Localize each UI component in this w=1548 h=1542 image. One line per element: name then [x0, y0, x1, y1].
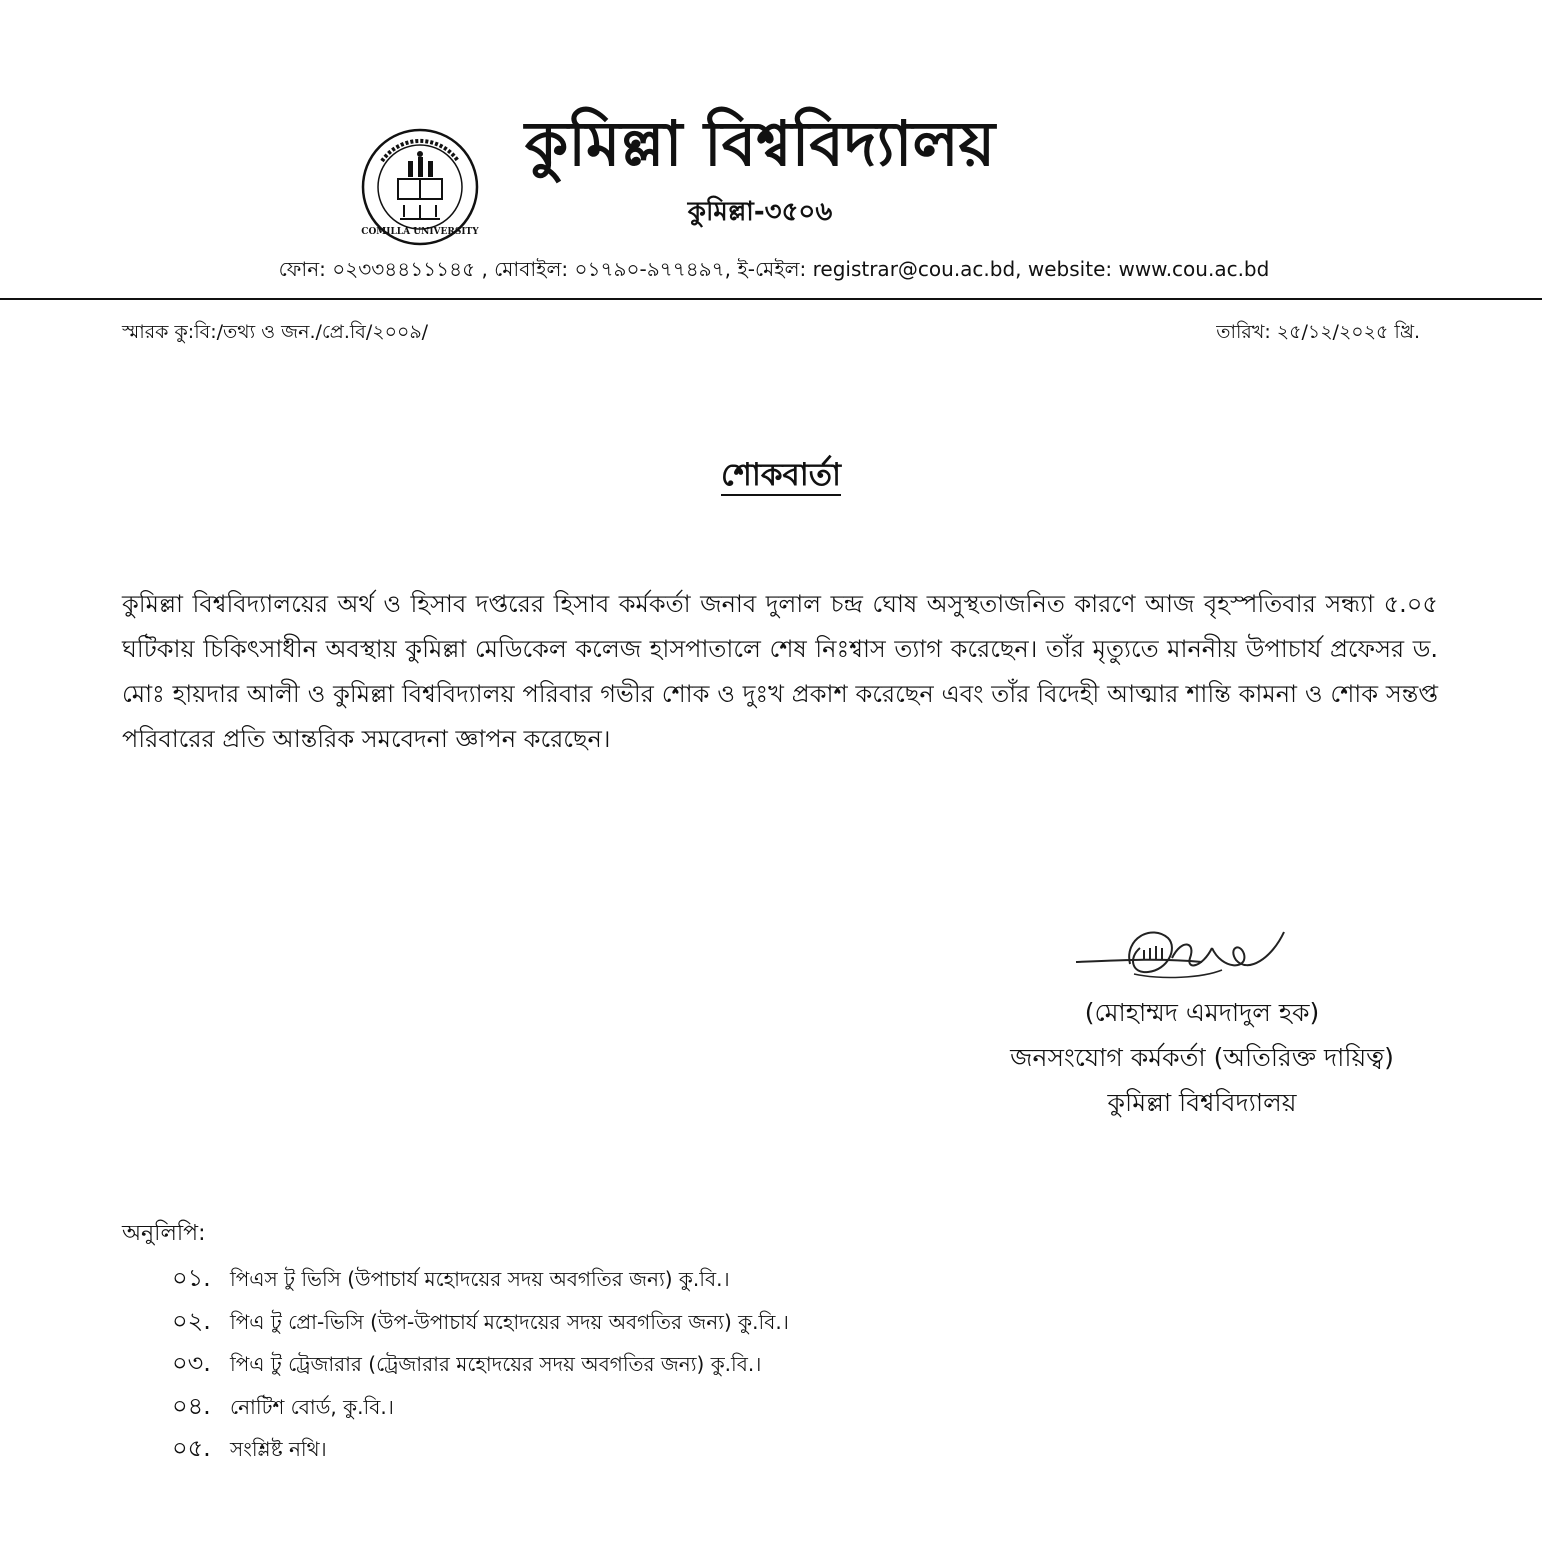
university-name: কুমিল্লা বিশ্ববিদ্যালয়: [524, 107, 996, 180]
list-item-text: পিএ টু প্রো-ভিসি (উপ-উপাচার্য মহোদয়ের সদয় অবগতির জন্য) কু.বি.।: [230, 1309, 789, 1334]
list-item-number: ০৪.: [172, 1391, 211, 1420]
notice-title: [0, 452, 1548, 498]
list-item-number: ০১.: [172, 1264, 211, 1292]
svg-text:COMILLA UNIVERSITY: COMILLA UNIVERSITY: [361, 227, 479, 237]
header-divider: [0, 298, 1542, 300]
list-item: [172, 1427, 1172, 1470]
condolence-message: কুমিল্লা বিশ্ববিদ্যালয়ের অর্থ ও হিসাব দপ্তরের হিসাব কর্মকর্তা জনাব দুলাল চন্দ্র ঘোষ অসুস্থতাজনিত কারণে আজ বৃহস্পতিবার সন্ধ্যা ৫.০৫ ঘটিকায় চিকিৎসাধীন অবস্থায় কুমিল্লা মেডিকেল কলেজ হাসপাতালে শেষ নিঃশ্বাস ত্যাগ করেছেন। তাঁর মৃত্যুতে মাননীয় উপাচার্য প্রফেসর ড. মোঃ হায়দার আলী ও কুমিল্লা বিশ্ববিদ্যালয় পরিবার গভীর শোক ও দুঃখ প্রকাশ করেছেন এবং তাঁর বিদেহী আত্মার শান্তি কামনা ও শোক সন্তপ্ত পরিবারের প্রতি আন্তরিক সমবেদনা জ্ঞাপন করেছেন।: [122, 590, 1438, 753]
signatory-name: (মোহাম্মদ এমদাদুল হক): [1084, 998, 1320, 1027]
contact-line: ফোন: ০২৩৩৪৪১১১৪৫ , মোবাইল: ০১৭৯০-৯৭৭৪৯৭, ই-মেইল: registrar@cou.ac.bd, website: www.cou.ac.bd: [278, 257, 1270, 281]
list-item: [172, 1300, 1172, 1343]
list-item-number: ০২.: [172, 1306, 211, 1335]
list-item-text: নোটিশ বোর্ড, কু.বি.।: [230, 1394, 394, 1419]
list-item: [172, 1385, 1172, 1428]
university-address: কুমিল্লা-৩৫০৬: [687, 197, 833, 227]
list-item-text: সংশ্লিষ্ট নথি।: [230, 1437, 327, 1461]
list-item-text: পিএস টু ভিসি (উপাচার্য মহোদয়ের সদয় অবগতির জন্য) কু.বি.।: [230, 1267, 730, 1291]
university-seal: [360, 127, 480, 247]
notice-title-text: শোকবার্তা: [721, 457, 841, 496]
letter-date: তারিখ: ২৫/১২/২০২৫ খ্রি.: [1216, 321, 1420, 343]
list-item-text: পিএ টু ট্রেজারার (ট্রেজারার মহোদয়ের সদয় অবগতির জন্য) কু.বি.।: [230, 1352, 762, 1376]
copies-label: অনুলিপি:: [122, 1221, 206, 1246]
signatory-institution: কুমিল্লা বিশ্ববিদ্যালয়: [1107, 1088, 1297, 1117]
list-item-number: ০৫.: [172, 1434, 211, 1462]
copies-list: [172, 1257, 1172, 1470]
signature-mark: [1072, 918, 1292, 1000]
list-item-number: ০৩.: [172, 1349, 211, 1377]
list-item: [172, 1342, 1172, 1385]
memo-number: স্মারক কু:বি:/তথ্য ও জন./প্রে.বি/২০০৯/: [122, 321, 429, 343]
signatory-designation: জনসংযোগ কর্মকর্তা (অতিরিক্ত দায়িত্ব): [1010, 1043, 1394, 1072]
signatory-block: [960, 990, 1444, 1125]
list-item: [172, 1257, 1172, 1300]
